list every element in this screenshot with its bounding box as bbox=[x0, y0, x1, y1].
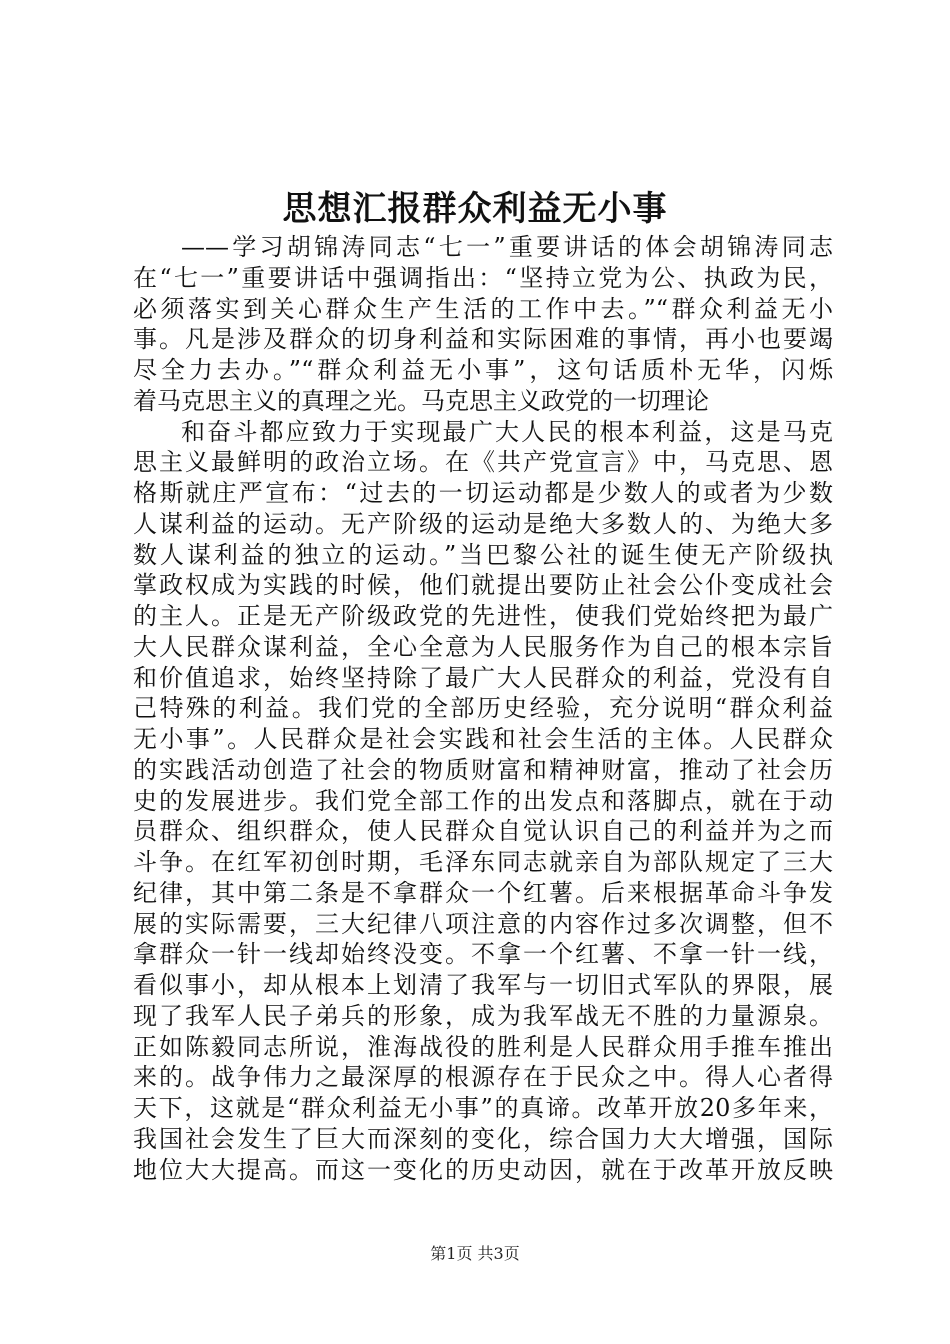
page-footer: 第1页 共3页 bbox=[430, 1244, 520, 1263]
body-text-line: 数人谋利益的独立的运动。”当巴黎公社的诞生使无产阶级执 bbox=[133, 540, 833, 569]
body-text-line: 斗争。在红军初创时期，毛泽东同志就亲自为部队规定了三大 bbox=[133, 848, 833, 876]
body-text-line: 掌政权成为实践的时候，他们就提出要防止社会公仆变成社会 bbox=[133, 571, 833, 600]
body-text-line: 无小事”。人民群众是社会实践和社会生活的主体。人民群众 bbox=[133, 725, 833, 753]
document-title: 思想汇报群众利益无小事 bbox=[282, 189, 668, 229]
body-text-line: 人谋利益的运动。无产阶级的运动是绝大多数人的、为绝大多 bbox=[133, 509, 833, 538]
body-text-line: 己特殊的利益。我们党的全部历史经验，充分说明“群众利益 bbox=[133, 694, 833, 723]
body-text-line: 的主人。正是无产阶级政党的先进性，使我们党始终把为最广 bbox=[133, 602, 833, 630]
body-text-line: 史的发展进步。我们党全部工作的出发点和落脚点，就在于动 bbox=[133, 786, 833, 815]
body-text-line: 天下，这就是“群众利益无小事”的真谛。改革开放20多年来， bbox=[133, 1094, 833, 1122]
body-text-line: 展的实际需要，三大纪律八项注意的内容作过多次调整，但不 bbox=[133, 909, 833, 938]
body-text-line: 来的。战争伟力之最深厚的根源存在于民众之中。得人心者得 bbox=[133, 1063, 833, 1092]
body-text-line: 看似事小，却从根本上划清了我军与一切旧式军队的界限，展 bbox=[133, 971, 833, 999]
body-text-line: 格斯就庄严宣布：“过去的一切运动都是少数人的或者为少数 bbox=[133, 479, 833, 507]
body-text-line: 纪律，其中第二条是不拿群众一个红薯。后来根据革命斗争发 bbox=[133, 878, 833, 907]
body-text-line: 我国社会发生了巨大而深刻的变化，综合国力大大增强，国际 bbox=[133, 1124, 833, 1153]
body-text-line: 拿群众一针一线却始终没变。不拿一个红薯、不拿一针一线， bbox=[133, 940, 833, 969]
body-text-line: 员群众、组织群众，使人民群众自觉认识自己的利益并为之而 bbox=[133, 817, 833, 846]
body-text-line: 和价值追求，始终坚持除了最广大人民群众的利益，党没有自 bbox=[133, 663, 833, 692]
body-text-line: 思主义最鲜明的政治立场。在《共产党宣言》中，马克思、恩 bbox=[133, 448, 833, 477]
body-text-line: 正如陈毅同志所说，淮海战役的胜利是人民群众用手推车推出 bbox=[133, 1032, 833, 1061]
document-body bbox=[133, 232, 833, 1185]
body-text-line: 着马克思主义的真理之光。马克思主义政党的一切理论 bbox=[133, 386, 709, 415]
body-text-line: 在“七一”重要讲话中强调指出：“坚持立党为公、执政为民， bbox=[133, 263, 833, 292]
body-text-line: 必须落实到关心群众生产生活的工作中去。”“群众利益无小 bbox=[133, 294, 833, 323]
body-text-line: 尽全力去办。”“群众利益无小事”，这句话质朴无华，闪烁 bbox=[133, 356, 833, 384]
body-text-line: 事。凡是涉及群众的切身利益和实际困难的事情，再小也要竭 bbox=[133, 325, 833, 354]
body-text-line: 大人民群众谋利益，全心全意为人民服务作为自己的根本宗旨 bbox=[133, 632, 833, 661]
body-text-line: ——学习胡锦涛同志“七一”重要讲话的体会胡锦涛同志 bbox=[181, 233, 833, 261]
body-text-line: 和奋斗都应致力于实现最广大人民的根本利益，这是马克 bbox=[181, 417, 833, 446]
body-text-line: 现了我军人民子弟兵的形象，成为我军战无不胜的力量源泉。 bbox=[133, 1001, 833, 1030]
body-text-line: 地位大大提高。而这一变化的历史动因，就在于改革开放反映 bbox=[133, 1155, 833, 1184]
body-text-line: 的实践活动创造了社会的物质财富和精神财富，推动了社会历 bbox=[133, 755, 833, 784]
